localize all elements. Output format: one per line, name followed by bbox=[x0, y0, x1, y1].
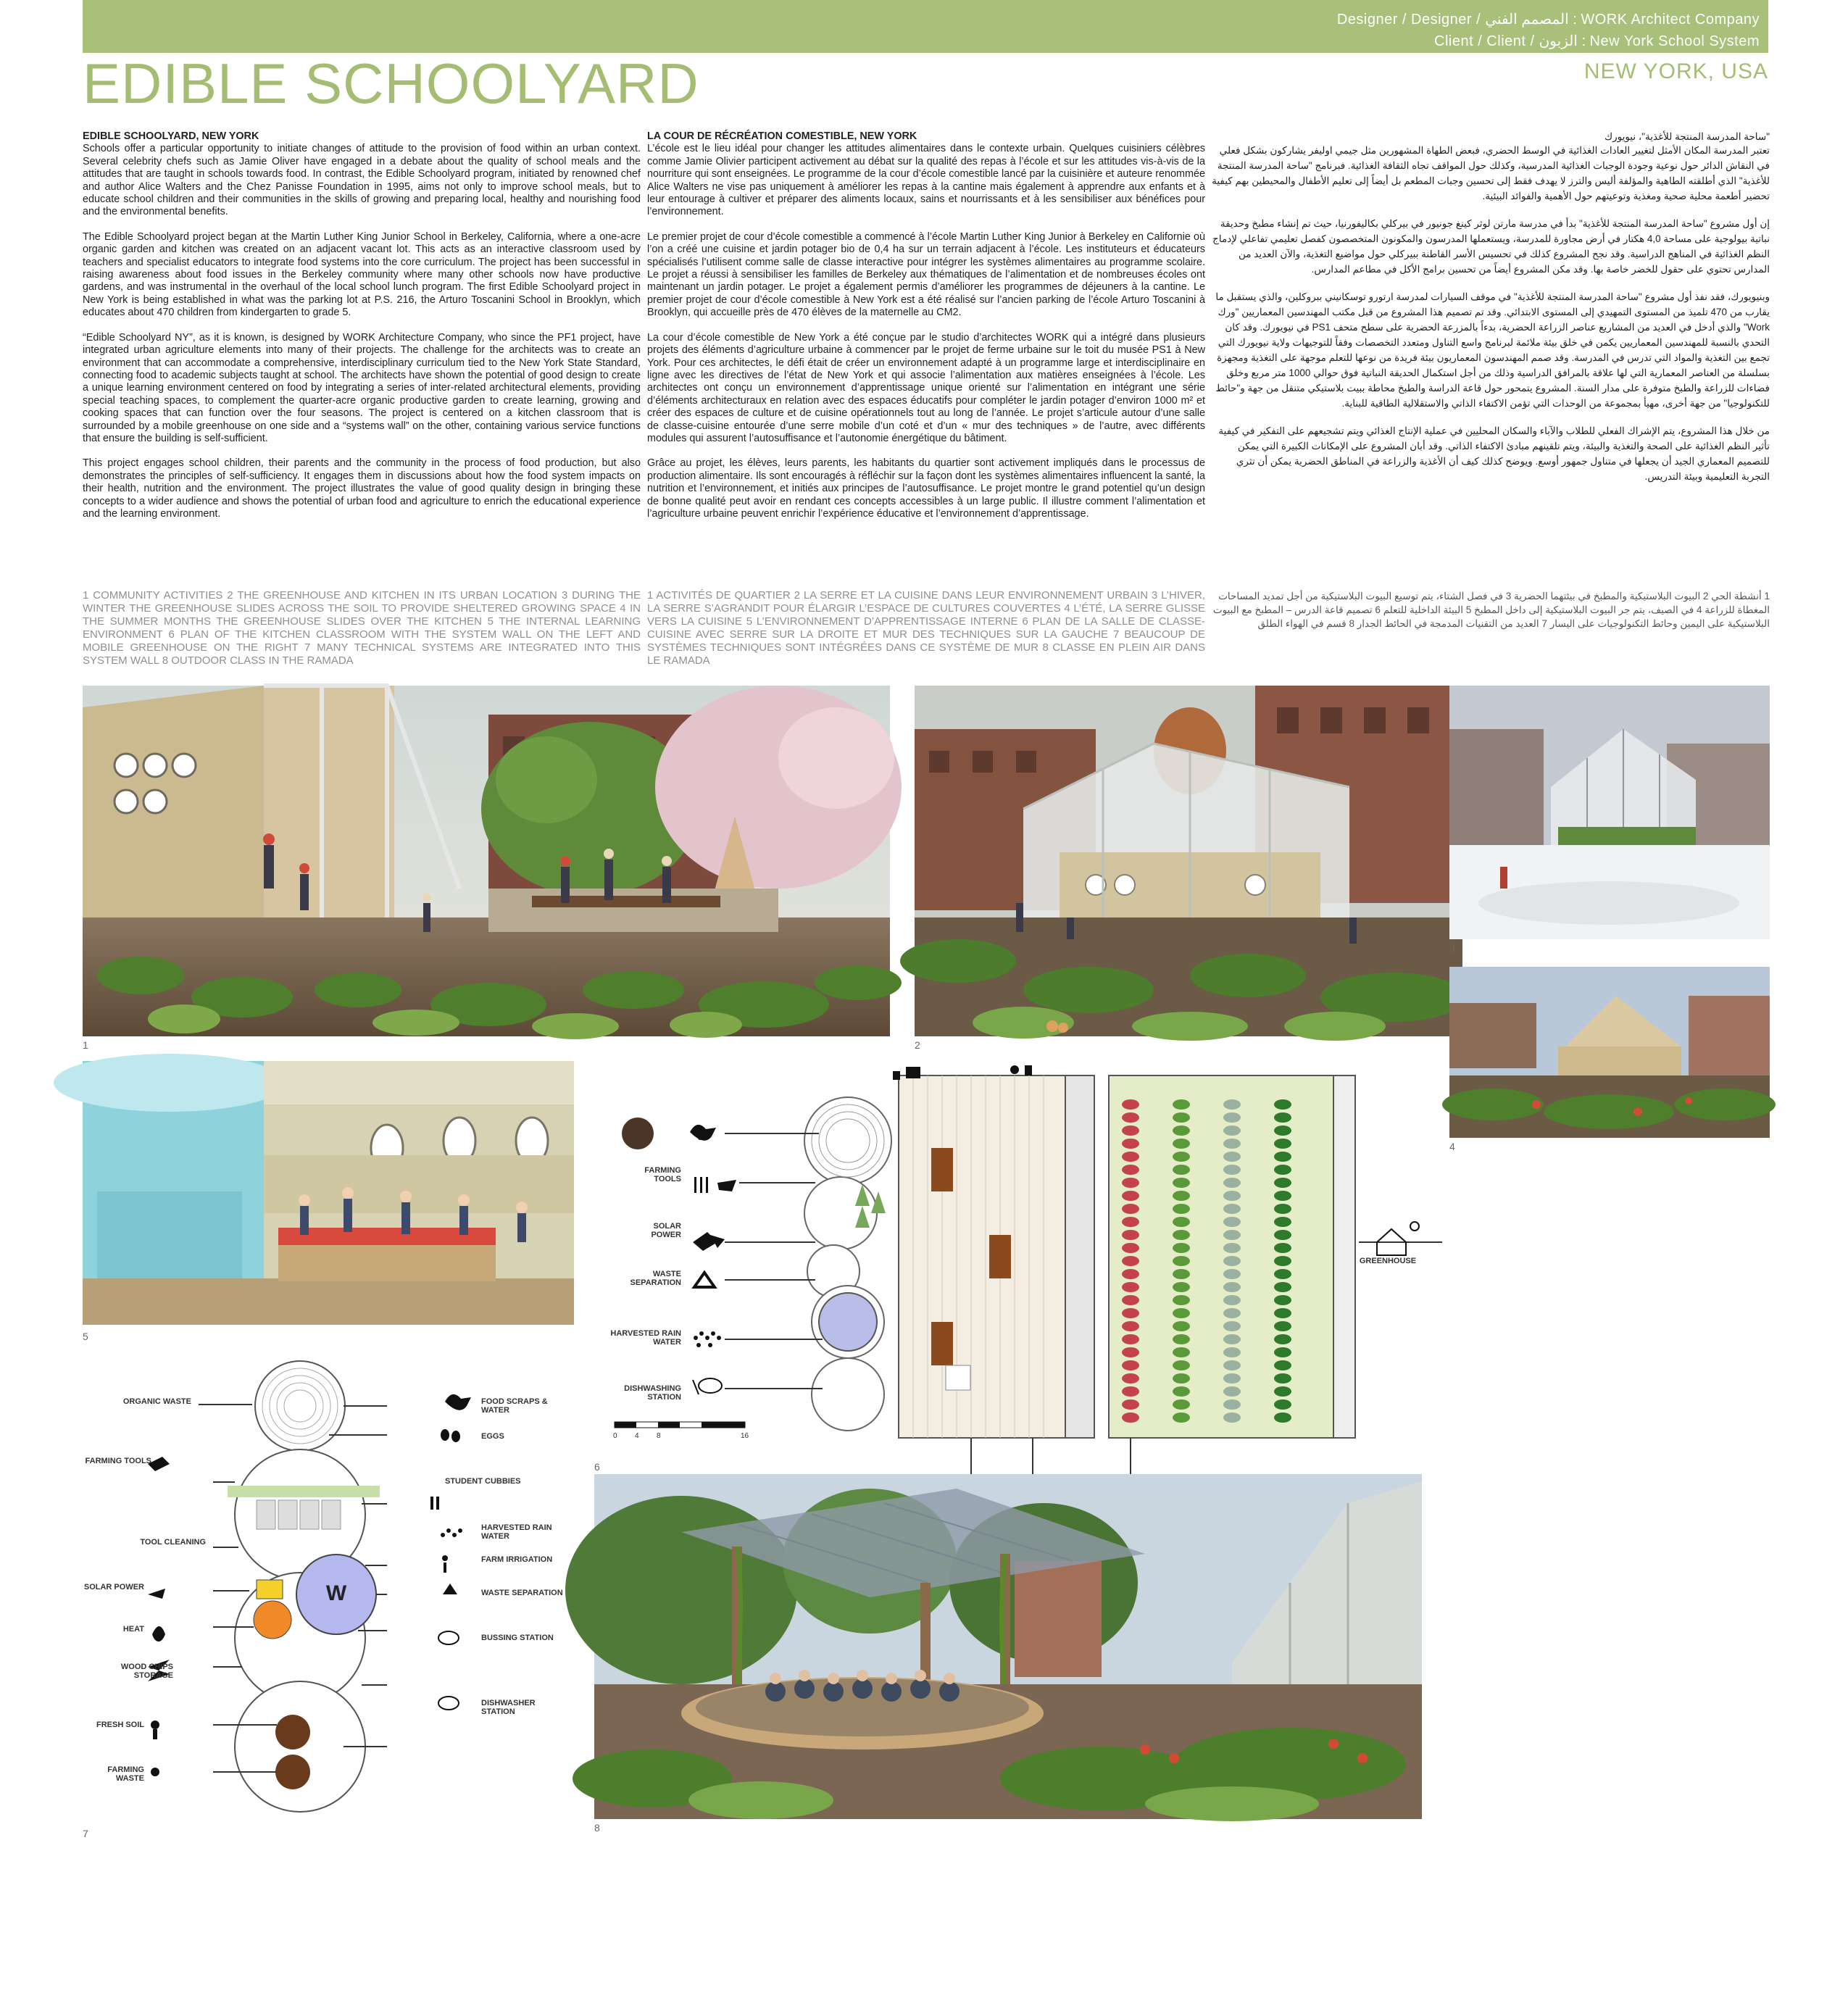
seedling-mark bbox=[1274, 1204, 1291, 1214]
diagram-label-dishwasher-station: DISHWASHER STATION bbox=[481, 1699, 536, 1716]
scale-tick: 0 bbox=[613, 1432, 617, 1440]
diagram-label-wood-chips-storage: WOOD CHIPS STORAGE bbox=[120, 1663, 173, 1680]
french-paragraph: L’école est le lieu idéal pour changer les attitudes alimentaires dans le contexte urbain. Quelques cuisiniers célèbres comme Jamie Olivier participent activement au débat sur la qualité des repas à l’école et sur les attitudes vis-à-vis de la nourriture qui sont enseignées. Le programme de la cour d’école comestible lancé par la cuisinière et auteure renommée Alice Walters ne vise pas uniquement à améliorer les repas à la cantine mais également à apprendre aux enfants et à leur entourage à cultiver et préparer des aliments locaux, sains et nourrissants et à les sensibiliser aux bénéfices pour l’environnement. bbox=[647, 143, 1205, 218]
seedling-mark bbox=[1122, 1282, 1139, 1292]
seedling-mark bbox=[1173, 1204, 1190, 1214]
seedling-mark bbox=[1173, 1308, 1190, 1318]
english-heading: EDIBLE SCHOOLYARD, NEW YORK bbox=[83, 130, 259, 142]
water-tank-w-label: W bbox=[325, 1581, 347, 1605]
seedling-mark bbox=[1122, 1204, 1139, 1214]
seedling-mark bbox=[1122, 1126, 1139, 1136]
arabic-paragraph: تعتبر المدرسة المكان الأمثل لتغيير العادات الغذائية في الوسط الحضري، فبعض الطهاة المشهورين مثل جيمي اوليفر يشاركون بشكل فعلي في النقاش الدائر حول نوعية وجودة الوجبات الغذائية المدرسية، وكذلك حول المواقف تجاه الثقافة الغذائية. فبرنامج "ساحة المدرسة المنتجة للأغذية" الذي أطلقته الطاهية والمؤلفة أليس والترز لا يهدف فقط إلى تحسين وجبات المطعم بل أيضاً إلى تعليم الأطفال والمحيطين بهم كيفية تحضير أطعمة محلية صحية ومغذية وتوعيتهم حول الأهمية والفوائد البيئية. bbox=[1212, 145, 1770, 202]
seedling-mark bbox=[1274, 1256, 1291, 1266]
arabic-paragraph: وبنيويورك، فقد نفذ أول مشروع "ساحة المدرسة المنتجة للأغذية" في موقف السيارات لمدرسة ارتورو توسكانيني ببروكلين، والذي يستقبل ما يقارب من 470 تلميذ من المستوى التمهيدي إلى المستوى الابتدائي. وقد تم تصميم هذا المشروع من قبل مكتب المهندسين المعماريين "ورك Work" والذي أدخل في العديد من المشاريع عناصر الزراعة الحضرية، بدءاً بالمزرعة الحضرية على سطح متحف PS1 في نيويورك. وقد كان التحدي بالنسبة للمهندسين المعماريين يكمن في خلق بيئة ملائمة لبرنامج واسع التناول ومتعدد التخصصات وفقاً للتوجيهات ولاية نيويورك التي تجمع بين التغذية والمواد التي تدرس في المدرسة. وقد صمم المهندسون المعماريون بيئة فريدة من نوعها للتعلم موجهة على التغذية ومجهزة بسلسلة من العناصر المعمارية التي لها علاقة بالمرافق الدراسية وذلك من أجل استكمال الحديقة النباتية فوق حوالي 1000 متر مربع وخلق فضاءات للزراعة والطبخ متوفرة على مدار السنة. المشروع يتمحور حول قاعة الدراسة والطبخ محاطة ببيت بلاستيكي متنقل من جهة و"حائط للتكنولوجيا" من جهة أخرى، مهيأ بمجموعة من الوحدات التي تؤمن الاكتفاء الذاتي والاستقلالية الطاقية للبناية. bbox=[1215, 291, 1770, 409]
seedling-mark bbox=[1274, 1191, 1291, 1201]
diagram-label-harvested-rain-water: HARVESTED RAIN WATER bbox=[481, 1523, 552, 1541]
seedling-mark bbox=[1122, 1347, 1139, 1357]
arabic-column bbox=[1212, 130, 1770, 496]
seedling-mark bbox=[1223, 1126, 1241, 1136]
seedling-mark bbox=[1223, 1295, 1241, 1305]
scale-tick: 8 bbox=[657, 1432, 661, 1440]
english-column bbox=[83, 130, 641, 533]
seedling-mark bbox=[1274, 1334, 1291, 1344]
diagram-label-waste-separation: WASTE SEPARATION bbox=[481, 1589, 563, 1597]
seedling-mark bbox=[1173, 1112, 1190, 1123]
seedling-mark bbox=[1223, 1386, 1241, 1397]
seedling-mark bbox=[1223, 1165, 1241, 1175]
seedling-mark bbox=[1223, 1191, 1241, 1201]
seedling-mark bbox=[1122, 1112, 1139, 1123]
seedling-mark bbox=[1274, 1230, 1291, 1240]
page-title: EDIBLE SCHOOLYARD bbox=[83, 51, 699, 115]
seedling-mark bbox=[1223, 1152, 1241, 1162]
food-scraps-icon bbox=[690, 1125, 716, 1141]
seedling-mark bbox=[1122, 1269, 1139, 1279]
figure-number: 6 bbox=[594, 1461, 600, 1473]
seedling-mark bbox=[1223, 1112, 1241, 1123]
designer-credit: Designer / Designer / المصمم الفني : WORK Architect Company bbox=[1336, 12, 1760, 28]
seedling-mark bbox=[1274, 1308, 1291, 1318]
photo-greenhouse-summer bbox=[1449, 967, 1770, 1138]
seedling-mark bbox=[1122, 1399, 1139, 1410]
diagram-label-solar-power: SOLAR POWER bbox=[83, 1583, 144, 1592]
english-paragraph: The Edible Schoolyard project began at the Martin Luther King Junior School in Berkeley, California, where a one-acre organic garden and kitchen was created on an adjacent vacant lot. This acts as an interactive classroom used by teachers and specialist educators to integrate food systems into the core curriculum. The project has been successful in raising awareness about food issues in the Berkeley community where many other schools now have productive gardens, and was instrumental in the overhaul of the local school lunch program. The first Edible Schoolyard project in New York is being established in what was the parking lot at P.S. 216, the Arturo Toscanini School in Brooklyn, which educates about 470 children from kindergarten to grade 5. bbox=[83, 230, 641, 319]
seedling-mark bbox=[1223, 1399, 1241, 1410]
french-captions: 1 ACTIVITÉS DE QUARTIER 2 LA SERRE ET LA CUISINE DANS LEUR ENVIRONNEMENT URBAIN 3 L’HIVER, LA SERRE S’AGRANDIT POUR ÉLARGIR L’ESPACE DE CULTURES COUVERTES 4 L’ÉTÉ, LA SERRE GLISSE VERS LA CUISINE 5 L’ENVIRONNEMENT D’APPRENTISSAGE INTERNE 6 PLAN DE LA SALLE DE CLASSE-CUISINE AVEC SERRE SUR LA DROITE ET MUR DES TECHNIQUES SUR LA GAUCHE 7 BEAUCOUP DE SYSTÈMES TECHNIQUES SONT INTÉGRÉES DANS CE SYSTÈME DE MUR 8 CLASSE EN PLEIN AIR DANS LE RAMADA bbox=[647, 589, 1205, 667]
seedling-mark bbox=[1173, 1256, 1190, 1266]
seedling-mark bbox=[1274, 1112, 1291, 1123]
seedling-mark bbox=[1223, 1321, 1241, 1331]
seedling-mark bbox=[1173, 1321, 1190, 1331]
arabic-paragraph: من خلال هذا المشروع، يتم الإشراك الفعلي للطلاب والآباء والسكان المحليين في عملية الإنتاج الغذائي ويتم تشجيعهم على التفكير في كيفية تأثير النظم الغذائية على الصحة والتغذية والبيئة، ويتم تلقينهم مبادئ الاكتفاء الذاتي. وقد أبان المشروع على الإمكانات الكبيرة التي يمكن للتصميم المعماري الجيد أن يجعلها في متناول جمهور أوسع. ويوضح كذلك كيف أن الأغذية والزراعة في المناطق الحضرية يمكن أن تثري التجربة التعليمية وبيئة التدريس. bbox=[1218, 425, 1770, 483]
seedling-mark bbox=[1274, 1152, 1291, 1162]
photo-internal-learning-environment bbox=[83, 1061, 574, 1325]
arabic-paragraph: إن أول مشروع "ساحة المدرسة المنتجة للأغذية" بدأ في مدرسة مارتن لوثر كينغ جونيور في بيركلي بكاليفورنيا، حيث تم إنشاء مطبخ وحديقة نباتية بيولوجية على مساحة 4,0 هكتار في أرض مجاورة للمدرسة، ويستعملها المدرسون والمكونون المتخصصون كفصل تعليمي تفاعلي لإدماج النظم الغذائية في المناهج الدراسية. وقد نجح المشروع كذلك في تحسيس الأسر القاطنة ببيركلي حول مواضيع التغذية، والآن العديد من المدارس تحتوي على حقول للخضر خاصة بها. وقد مكن المشروع أيضاً من تحسين برامج الأكل في مطاعم المدارس. bbox=[1212, 218, 1770, 275]
seedling-mark bbox=[1122, 1360, 1139, 1370]
english-paragraph: Schools offer a particular opportunity to initiate changes of attitude to the provision of food within an urban context. Several celebrity chefs such as Jamie Oliver have engaged in a debate about the quality of school meals and the attitudes that are taught in schools towards food. In contrast, the Edible Schoolyard program, initiated by renowned chef and author Alice Walters and the Chez Panisse Foundation in 1995, aims not only to improve school meals, but to educate school children and their communities in the skills of growing and preparing local, healthy and nourishing food and the environmental benefits. bbox=[83, 143, 641, 218]
seedling-mark bbox=[1223, 1269, 1241, 1279]
french-paragraph: Grâce au projet, les élèves, leurs parents, les habitants du quartier sont activement impliqués dans le processus de production alimentaire. Ils sont encouragés à réfléchir sur la façon dont les systèmes alimentaires influencent la santé, la nutrition et l’environnement, et initiés aux principes de l’autosuffisance. Le projet montre le grand potentiel qu’un design de bonne qualité peut avoir en rendant ces concepts accessibles à un large public. Il illustre comment l’alimentation et l’agriculture urbaine peuvent enrichir l’expérience éducative et l’environnement d’apprentissage. bbox=[647, 457, 1205, 520]
diagram-label-farming-tools: FARMING TOOLS bbox=[85, 1457, 151, 1465]
figure-number: 7 bbox=[83, 1828, 88, 1839]
photo-greenhouse-winter bbox=[1449, 686, 1770, 939]
seedling-mark bbox=[1223, 1139, 1241, 1149]
seedling-mark bbox=[1274, 1399, 1291, 1410]
seedling-mark bbox=[1274, 1099, 1291, 1110]
figure-number: 3 bbox=[1449, 942, 1455, 954]
seedling-mark bbox=[1173, 1152, 1190, 1162]
seedling-mark bbox=[1173, 1282, 1190, 1292]
figure-number: 1 bbox=[83, 1039, 88, 1051]
seedling-mark bbox=[1122, 1099, 1139, 1110]
seedling-mark bbox=[1173, 1243, 1190, 1253]
seedling-mark bbox=[1173, 1386, 1190, 1397]
diagram-label-tool-cleaning: TOOL CLEANING bbox=[140, 1538, 206, 1547]
english-paragraph: “Edible Schoolyard NY”, as it is known, is designed by WORK Architecture Company, who since the PF1 project, have integrated urban agriculture elements into many of their projects. The challenge for the architects was to create an environment that can accommodate a comprehensive, interdisciplinary curriculum tied to the New York State Standard, connecting food to academic subjects taught at school. The architects have shown the potential of good design to create a unique learning environment centered on food by integrating a series of inter-related architectural elements, providing special teaching spaces, to complement the quarter-acre organic productive garden to create learning, growing and cooking spaces that can function over the four seasons. The project is centered on a kitchen classroom that is surrounded by a mobile greenhouse on one side and a “systems wall” on the other, containing various service functions that ensure the building is self-sufficient. bbox=[83, 331, 641, 444]
english-paragraph: This project engages school children, their parents and the community in the process of food production, but also demonstrates the principles of self-sufficiency. It engages them in discussions about how the food system impacts on their health, nutrition and the environment. The project illustrates the value of good quality design in bringing these concepts to a wider audience and shows the potential of urban food and agriculture to enrich the educational experience and the learning environment. bbox=[83, 457, 641, 520]
seedling-mark bbox=[1173, 1191, 1190, 1201]
french-heading: LA COUR DE RÉCRÉATION COMESTIBLE, NEW YORK bbox=[647, 130, 917, 142]
scale-tick: 4 bbox=[635, 1432, 639, 1440]
kitchen-classroom-plan bbox=[609, 1061, 1428, 1460]
seedling-mark bbox=[1274, 1295, 1291, 1305]
seedling-mark bbox=[1173, 1217, 1190, 1227]
seedling-mark bbox=[1223, 1256, 1241, 1266]
photo-outdoor-class-ramada bbox=[594, 1474, 1422, 1819]
diagram-label-bussing-station: BUSSING STATION bbox=[481, 1634, 554, 1642]
seedling-mark bbox=[1122, 1386, 1139, 1397]
seedling-mark bbox=[1122, 1178, 1139, 1188]
seedling-mark bbox=[1274, 1243, 1291, 1253]
seedling-mark bbox=[1223, 1243, 1241, 1253]
figure-number: 2 bbox=[915, 1039, 920, 1051]
seedling-mark bbox=[1274, 1282, 1291, 1292]
seedling-mark bbox=[1223, 1347, 1241, 1357]
figure-number: 8 bbox=[594, 1822, 600, 1834]
seedling-mark bbox=[1122, 1308, 1139, 1318]
photo-community-activities bbox=[83, 686, 890, 1036]
seedling-mark bbox=[1173, 1334, 1190, 1344]
seedling-mark bbox=[1274, 1373, 1291, 1384]
header-banner bbox=[83, 0, 1768, 53]
seedling-mark bbox=[1274, 1165, 1291, 1175]
client-credit: Client / Client / الزبون : New York School System bbox=[1434, 33, 1760, 49]
location-label: NEW YORK, USA bbox=[1583, 59, 1768, 83]
seedling-mark bbox=[1173, 1230, 1190, 1240]
seedling-mark bbox=[1274, 1386, 1291, 1397]
seedling-mark bbox=[1223, 1217, 1241, 1227]
seedling-mark bbox=[1274, 1360, 1291, 1370]
seedling-mark bbox=[1122, 1243, 1139, 1253]
plan-label-dishwashing-station: DISHWASHING STATION bbox=[624, 1384, 681, 1402]
seedling-mark bbox=[1173, 1373, 1190, 1384]
seedling-mark bbox=[1223, 1178, 1241, 1188]
plan-label-harvested-rain-water: HARVESTED RAIN WATER bbox=[610, 1329, 681, 1347]
seedling-mark bbox=[1173, 1165, 1190, 1175]
seedling-mark bbox=[1173, 1178, 1190, 1188]
seedling-mark bbox=[1274, 1269, 1291, 1279]
seedling-mark bbox=[1274, 1347, 1291, 1357]
diagram-label-farm-irrigation: FARM IRRIGATION bbox=[481, 1555, 553, 1564]
seedling-mark bbox=[1122, 1139, 1139, 1149]
seedling-mark bbox=[1173, 1269, 1190, 1279]
diagram-label-heat: HEAT bbox=[122, 1625, 144, 1634]
seedling-mark bbox=[1122, 1295, 1139, 1305]
figure-number: 4 bbox=[1449, 1141, 1455, 1152]
seedling-mark bbox=[1274, 1126, 1291, 1136]
figure-number: 5 bbox=[83, 1331, 88, 1342]
seedling-mark bbox=[1274, 1178, 1291, 1188]
seedling-mark bbox=[1173, 1295, 1190, 1305]
seedling-mark bbox=[1274, 1412, 1291, 1423]
seedling-mark bbox=[1223, 1204, 1241, 1214]
seedling-mark bbox=[1223, 1412, 1241, 1423]
diagram-label-student-cubbies: STUDENT CUBBIES bbox=[445, 1477, 521, 1486]
seedling-mark bbox=[1173, 1360, 1190, 1370]
seedling-mark bbox=[1274, 1321, 1291, 1331]
french-paragraph: La cour d’école comestible de New York a été conçue par le studio d’architectes WORK qui a intégré dans plusieurs projets des éléments d’agriculture urbaine à commencer par le projet de ferme urbaine sur le toit du musée PS1 à New York. Pour ces architectes, le défi était de créer un environnement adapté à un programme large et interdisciplinaire en ligne avec les directives de l’état de New York et qui associe l’alimentation aux matières enseignées à l’école. Les architectes ont conçu un environnement d’apprentissage unique orienté sur l’alimentation en intégrant une série d’éléments architecturaux en relation avec des espaces éducatifs pour compléter le jardin potager d’environ 1000 m² et créer des espaces de culture et de cuisine opérationnels tout au long de l’année. Le projet s’articule autour d’une salle de classe-cuisine entourée d’une serre mobile d’un coté et d’un « mur des techniques » de l’autre, avec différents modules qui assurent l’autosuffisance et l’autonomie énergétique du bâtiment. bbox=[647, 331, 1205, 444]
diagram-label-farming-waste: FARMING WASTE bbox=[107, 1765, 144, 1783]
diagram-label-eggs: EGGS bbox=[481, 1432, 504, 1441]
seedling-mark bbox=[1122, 1191, 1139, 1201]
english-captions: 1 COMMUNITY ACTIVITIES 2 THE GREENHOUSE AND KITCHEN IN ITS URBAN LOCATION 3 DURING THE WINTER THE GREENHOUSE SLIDES ACROSS THE SOIL TO PROVIDE SHELTERED GROWING SPACE 4 IN THE SUMMER MONTHS THE GREENHOUSE SLIDES OVER THE KITCHEN 5 THE INTERNAL LEARNING ENVIRONMENT 6 PLAN OF THE KITCHEN CLASSROOM WITH THE SYSTEM WALL ON THE LEFT AND MOBILE GREENHOUSE ON THE RIGHT 7 MANY TECHNICAL SYSTEMS ARE INTEGRATED INTO THIS SYSTEM WALL 8 OUTDOOR CLASS IN THE RAMADA bbox=[83, 589, 641, 667]
seedling-mark bbox=[1122, 1256, 1139, 1266]
seedling-mark bbox=[1223, 1360, 1241, 1370]
seedling-mark bbox=[1173, 1126, 1190, 1136]
french-column bbox=[647, 130, 1205, 533]
seedling-mark bbox=[1223, 1308, 1241, 1318]
diagram-label-fresh-soil: FRESH SOIL bbox=[96, 1721, 144, 1729]
plan-label-solar-power: SOLAR POWER bbox=[651, 1222, 681, 1239]
seedling-mark bbox=[1223, 1334, 1241, 1344]
seedling-mark bbox=[1122, 1373, 1139, 1384]
diagram-label-food-scraps: FOOD SCRAPS & WATER bbox=[481, 1397, 548, 1415]
french-paragraph: Le premier projet de cour d’école comestible a commencé à l’école Martin Luther King Junior à Berkeley en Californie où l’on a créé une cuisine et jardin potager bio de 0,4 ha sur un terrain adjacent à l’école. Les instituteurs et éducateurs spécialisés l’utilisent comme salle de classe interactive pour intégrer les systèmes alimentaires au programme scolaire. Le projet a réussi à sensibiliser les familles de Berkeley aux thématiques de l’alimentation et de nombreuses écoles ont maintenant un jardin potager. Le projet a également permis d’améliorer les programmes de déjeuners à la cantine. Le premier projet de cour d’école comestible à New York est a été réalisé sur l’ancien parking de l’école Arturo Toscanini à Brooklyn, qui accueille près de 470 élèves de la maternelle au CM2. bbox=[647, 230, 1205, 319]
seedling-mark bbox=[1173, 1139, 1190, 1149]
seedling-mark bbox=[1173, 1099, 1190, 1110]
system-wall-diagram bbox=[83, 1355, 604, 1834]
seedling-mark bbox=[1122, 1230, 1139, 1240]
seedling-mark bbox=[1274, 1139, 1291, 1149]
scale-tick: 16 bbox=[741, 1432, 749, 1440]
plan-label-waste-separation: WASTE SEPARATION bbox=[630, 1270, 681, 1287]
plan-label-farming-tools: FARMING TOOLS bbox=[644, 1166, 681, 1183]
seedling-mark bbox=[1122, 1412, 1139, 1423]
seedling-mark bbox=[1122, 1334, 1139, 1344]
seedling-mark bbox=[1223, 1373, 1241, 1384]
arabic-heading: "ساحة المدرسة المنتجة للأغذية"، نيويورك bbox=[1604, 131, 1770, 142]
seedling-mark bbox=[1122, 1217, 1139, 1227]
seedling-mark bbox=[1173, 1399, 1190, 1410]
seedling-mark bbox=[1122, 1321, 1139, 1331]
seedling-mark bbox=[1173, 1347, 1190, 1357]
seedling-mark bbox=[1173, 1412, 1190, 1423]
seedling-mark bbox=[1223, 1099, 1241, 1110]
photo-greenhouse-urban bbox=[915, 686, 1462, 1036]
seedling-mark bbox=[1223, 1230, 1241, 1240]
diagram-label-organic-waste: ORGANIC WASTE bbox=[122, 1397, 191, 1406]
plan-label-greenhouse: GREENHOUSE bbox=[1359, 1257, 1417, 1265]
seedling-mark bbox=[1122, 1165, 1139, 1175]
seedling-mark bbox=[1274, 1217, 1291, 1227]
arabic-captions: 1 أنشطة الحي 2 البيوت البلاستيكية والمطبخ في بيئتهما الحضرية 3 في فصل الشتاء، يتم توسيع البيوت البلاستيكية من أجل تمديد المساحات المغطاة للزراعة 4 في الصيف، يتم جر البيوت البلاستيكية إلى داخل المطبخ 5 البيئة الداخلية للتعلم 6 تصميم قاعة الدرس – المطبخ مع البيوت البلاستيكية على اليمين وحائط التكنولوجيات على اليسار 7 العديد من التقنيات المدمجة في الحائط الجدار 8 قسم في الهواء الطلق bbox=[1212, 591, 1770, 629]
seedling-mark bbox=[1122, 1152, 1139, 1162]
seedling-mark bbox=[1223, 1282, 1241, 1292]
